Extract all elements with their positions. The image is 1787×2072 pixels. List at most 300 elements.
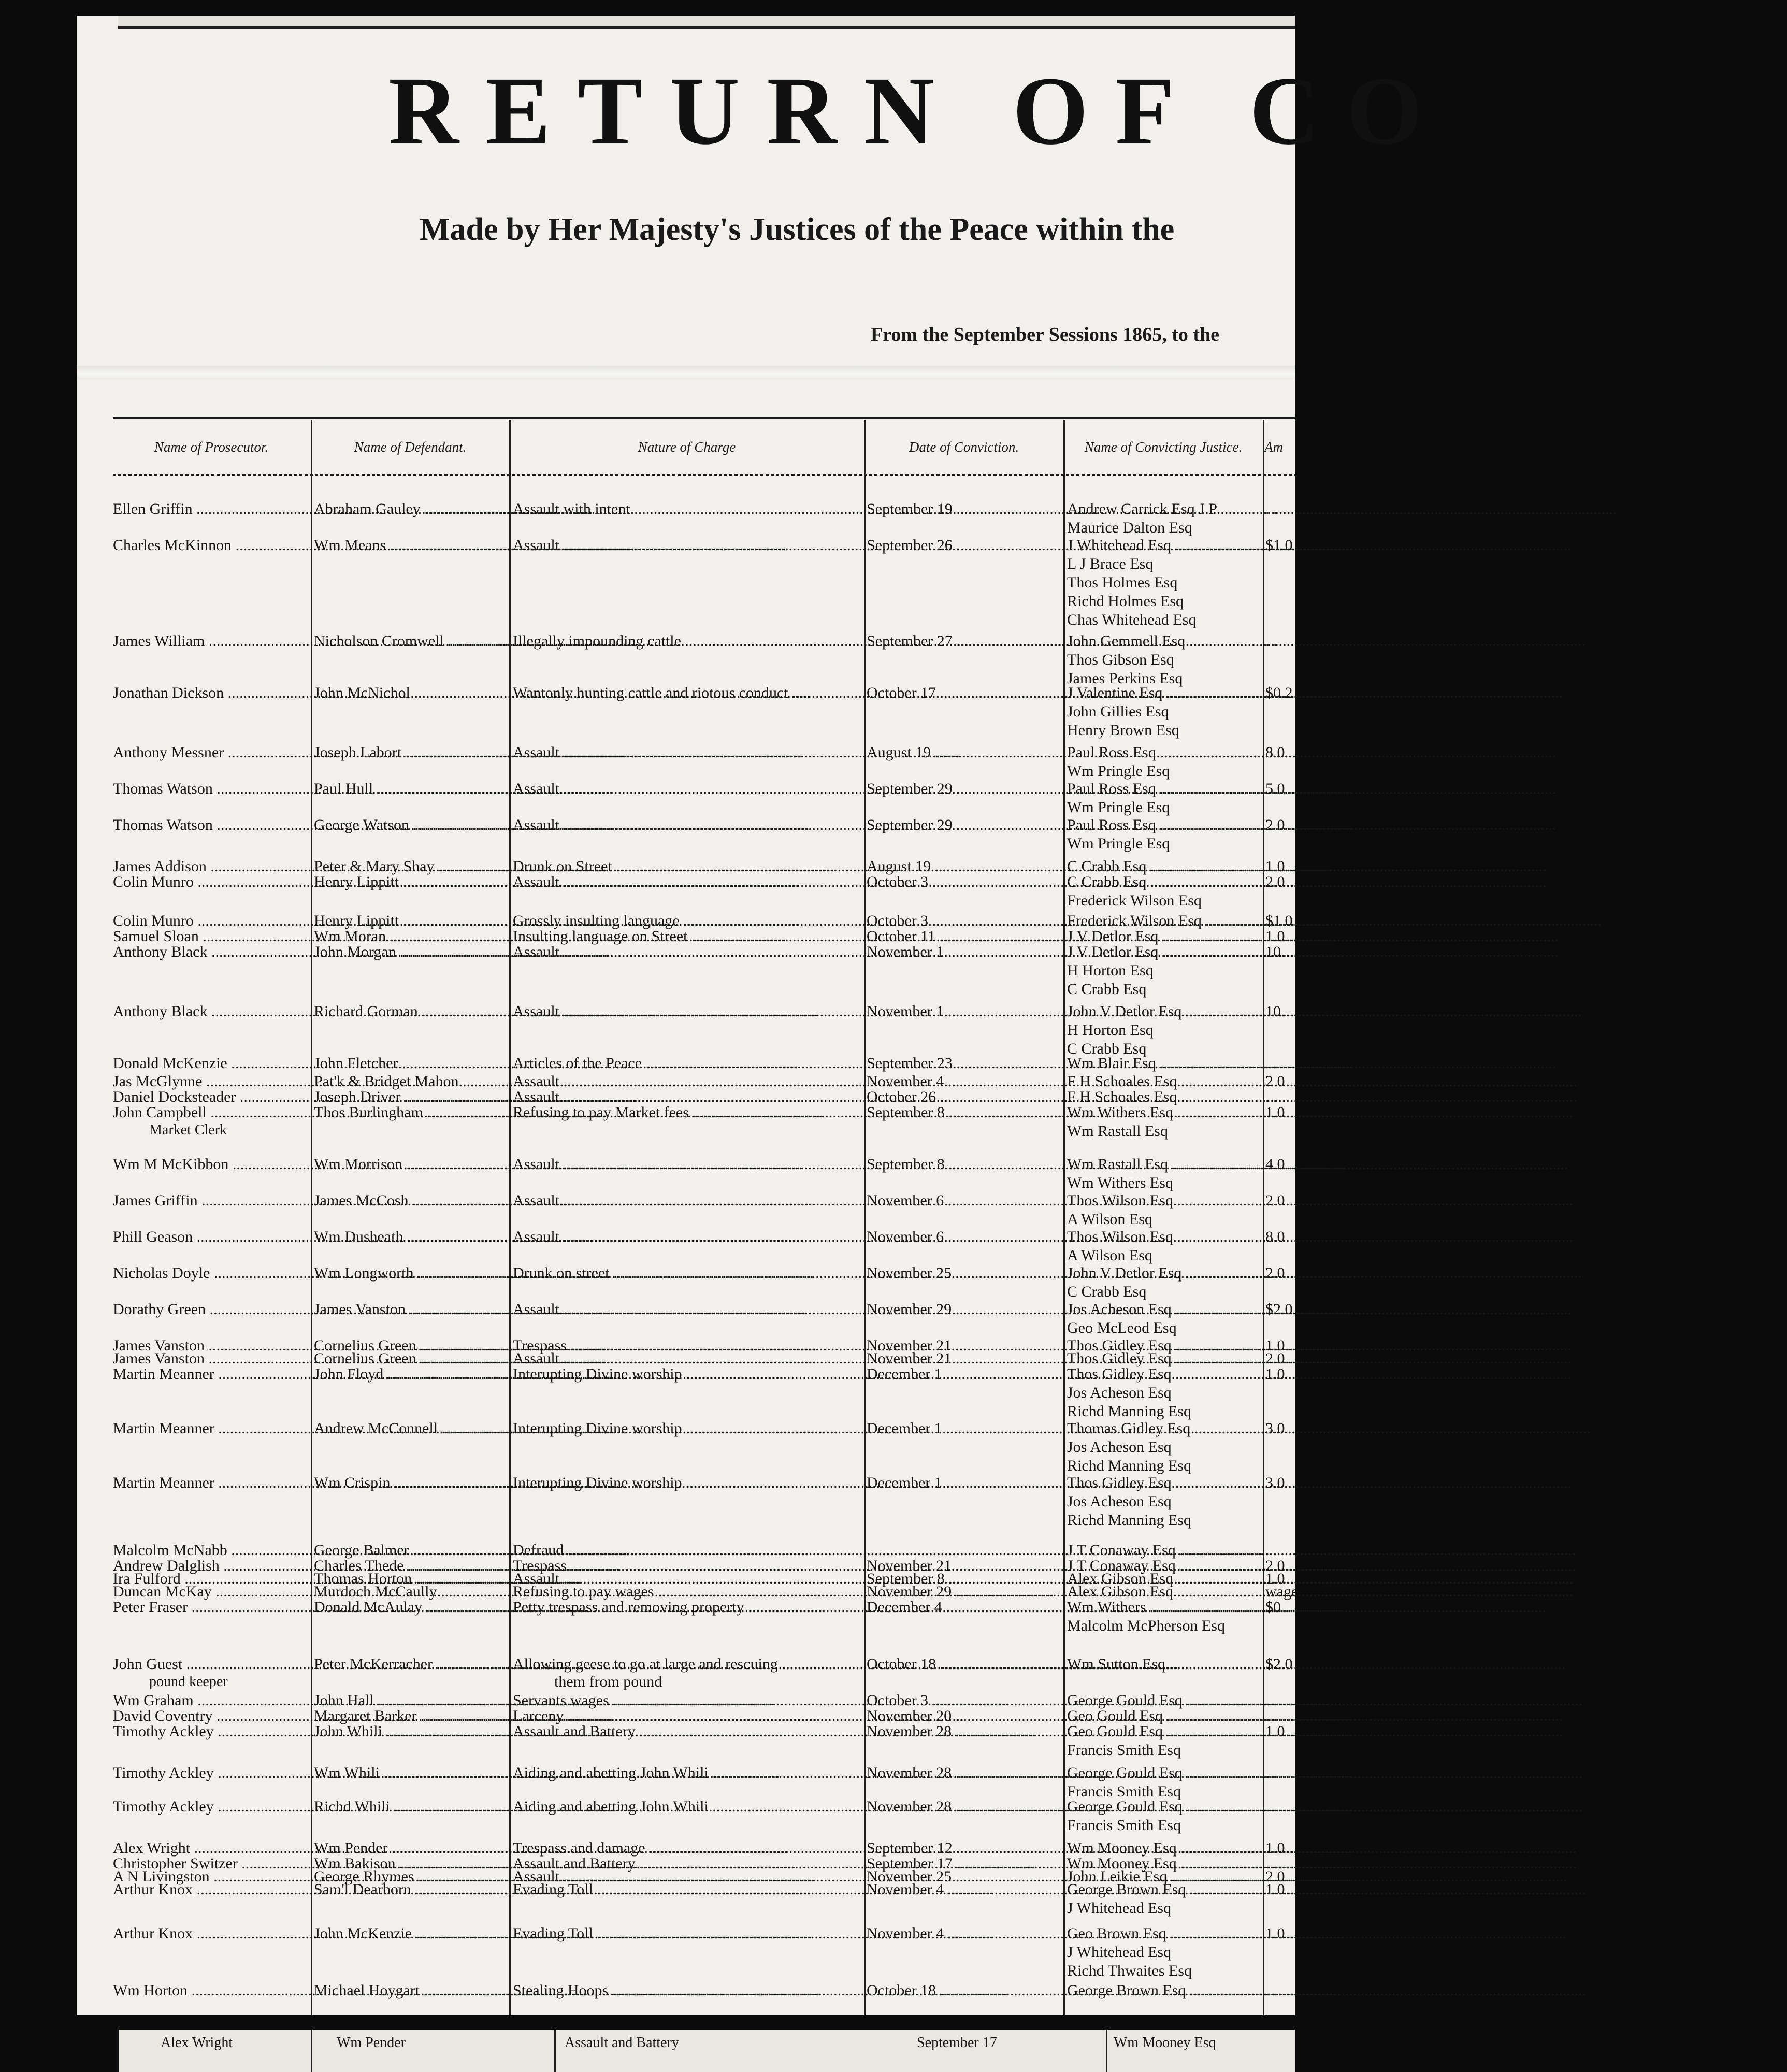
- convicting-justice: J V Detlor Esq .....: [1067, 943, 1260, 961]
- convicting-justice: C Crabb Esq: [1067, 981, 1147, 998]
- conviction-date: September 17 .....: [867, 1854, 1059, 1873]
- header-rule-top: [113, 417, 1295, 419]
- conviction-date: November 6 .....: [867, 1228, 1059, 1246]
- charge-text: Assault .....: [513, 1002, 861, 1021]
- conviction-date: September 8 .....: [867, 1103, 1059, 1122]
- prosecutor-name: Daniel Docksteader .....: [113, 1088, 305, 1106]
- amount-value: $1 0: [1265, 912, 1293, 929]
- amount-value: $2.0: [1265, 1656, 1293, 1673]
- defendant-name: Pat'k & Bridget Mahon .....: [314, 1072, 506, 1091]
- conviction-date: November 28 .....: [867, 1764, 1059, 1782]
- strip-justice: Wm Mooney Esq: [1114, 2035, 1216, 2051]
- conviction-date: September 29 .....: [867, 780, 1059, 798]
- convicting-justice: C Crabb Esq .....: [1067, 857, 1260, 876]
- prosecutor-name: John Guest .....: [113, 1655, 305, 1674]
- prosecutor-name: Timothy Ackley .....: [113, 1722, 305, 1741]
- defendant-name: Richd Whili .....: [314, 1797, 506, 1816]
- convicting-justice: Jos Acheson Esq: [1067, 1438, 1172, 1456]
- defendant-name: James McCosh .....: [314, 1191, 506, 1210]
- amount-value: 2.0: [1265, 1264, 1285, 1282]
- charge-text: Assault .....: [513, 1300, 861, 1319]
- amount-value: 1.0: [1265, 1839, 1285, 1857]
- convicting-justice: J Whitehead Esq .....: [1067, 536, 1260, 555]
- convicting-justice: Jos Acheson Esq .....: [1067, 1300, 1260, 1319]
- prosecutor-name: Peter Fraser .....: [113, 1598, 305, 1617]
- amount-value: 1.0: [1265, 928, 1285, 945]
- conviction-date: November 29 .....: [867, 1300, 1059, 1319]
- convicting-justice: Richd Manning Esq: [1067, 1457, 1191, 1474]
- convicting-justice: H Horton Esq: [1067, 1021, 1154, 1039]
- convicting-justice: Wm Withers .....: [1067, 1598, 1260, 1617]
- convicting-justice: Alex Gibson Esq .....: [1067, 1582, 1260, 1601]
- defendant-name: Wm Dusheath .....: [314, 1228, 506, 1246]
- charge-text: Assault .....: [513, 1570, 861, 1588]
- table-row: [77, 1054, 1295, 1073]
- conviction-date: November 4 .....: [867, 1924, 1059, 1943]
- table-row: [77, 1103, 1295, 1140]
- prosecutor-name: Wm Graham .....: [113, 1691, 305, 1710]
- charge-text: Aiding and abetting John Whili .....: [513, 1764, 861, 1782]
- table-row: [77, 1264, 1295, 1300]
- charge-text: Wantonly hunting cattle and riotous conduct .....: [513, 684, 861, 702]
- prosecutor-name: Wm Horton .....: [113, 1981, 305, 2000]
- strip-date: September 17: [917, 2035, 997, 2051]
- amount-value: 4.0: [1265, 1156, 1285, 1173]
- amount-value: 3.0: [1265, 1420, 1285, 1437]
- prosecutor-name: Colin Munro .....: [113, 873, 305, 891]
- defendant-name: Henry Lippitt .....: [314, 873, 506, 891]
- convicting-justice: John V Detlor Esq .....: [1067, 1002, 1260, 1021]
- prosecutor-name: Dorathy Green .....: [113, 1300, 305, 1319]
- convicting-justice: Thos Holmes Esq: [1067, 574, 1178, 591]
- prosecutor-name: David Coventry .....: [113, 1707, 305, 1725]
- defendant-name: George Watson .....: [314, 816, 506, 834]
- convicting-justice: Wm Sutton Esq .....: [1067, 1655, 1260, 1674]
- defendant-name: Wm Pender .....: [314, 1839, 506, 1858]
- prosecutor-name: James William .....: [113, 632, 305, 651]
- charge-text: Servants wages .....: [513, 1691, 861, 1710]
- prosecutor-name: James Addison .....: [113, 857, 305, 876]
- amount-value: . .: [1265, 1692, 1277, 1709]
- charge-text: Interupting Divine worship .....: [513, 1365, 861, 1384]
- conviction-date: October 18 .....: [867, 1655, 1059, 1674]
- convicting-justice: J Whitehead Esq: [1067, 1900, 1172, 1917]
- charge-text: Larceny .....: [513, 1707, 861, 1725]
- amount-value: . .: [1265, 1055, 1277, 1072]
- amount-value: 1.0: [1265, 1104, 1285, 1121]
- table-row: [77, 1880, 1295, 1917]
- defendant-name: Richard Gorman .....: [314, 1002, 506, 1021]
- convicting-justice: A Wilson Esq: [1067, 1247, 1152, 1264]
- charge-text: Refusing to pay Market fees .....: [513, 1103, 861, 1122]
- defendant-name: Cornelius Green .....: [314, 1349, 506, 1368]
- table-row: [77, 1419, 1295, 1474]
- convicting-justice: John V Detlor Esq .....: [1067, 1264, 1260, 1283]
- charge-text: Drunk on street .....: [513, 1264, 861, 1283]
- defendant-name: John Fletcher .....: [314, 1054, 506, 1073]
- convicting-justice: Wm Mooney Esq .....: [1067, 1839, 1260, 1858]
- document-sheet: [77, 16, 1449, 2015]
- convicting-justice: Geo Gould Esq .....: [1067, 1707, 1260, 1725]
- convicting-justice: John Leikie Esq .....: [1067, 1867, 1260, 1886]
- prosecutor-name: Jonathan Dickson .....: [113, 684, 305, 702]
- table-row: [77, 743, 1295, 780]
- convicting-justice: Richd Thwaites Esq: [1067, 1962, 1192, 1979]
- amount-value: 2.0: [1265, 873, 1285, 890]
- defendant-name: John Floyd .....: [314, 1365, 506, 1384]
- table-row: [77, 1474, 1295, 1529]
- prosecutor-name: Andrew Dalglish .....: [113, 1557, 305, 1575]
- charge-text: Assault .....: [513, 1191, 861, 1210]
- table-row: [77, 1722, 1295, 1759]
- amount-value: 8.0: [1265, 1228, 1285, 1245]
- prosecutor-name: Ellen Griffin .....: [113, 500, 305, 519]
- table-row: [77, 1002, 1295, 1057]
- amount-value: 2 0: [1265, 1868, 1285, 1885]
- defendant-name: Wm Whili .....: [314, 1764, 506, 1782]
- convicting-justice: Thomas Gidley Esq .....: [1067, 1419, 1260, 1438]
- defendant-name: Margaret Barker .....: [314, 1707, 506, 1725]
- convicting-justice: Thos Wilson Esq .....: [1067, 1228, 1260, 1246]
- table-row: [77, 780, 1295, 816]
- prosecutor-name: Nicholas Doyle .....: [113, 1264, 305, 1283]
- convicting-justice: Wm Rastall Esq: [1067, 1123, 1168, 1140]
- conviction-date: November 1 .....: [867, 1002, 1059, 1021]
- convicting-justice: Jos Acheson Esq: [1067, 1384, 1172, 1401]
- defendant-name: Joseph Driver .....: [314, 1088, 506, 1106]
- charge-text: Trespass .....: [513, 1336, 861, 1355]
- convicting-justice: Wm Pringle Esq: [1067, 799, 1170, 816]
- conviction-date: November 4 .....: [867, 1072, 1059, 1091]
- conviction-date: September 26 .....: [867, 536, 1059, 555]
- prosecutor-name: Phill Geason .....: [113, 1228, 305, 1246]
- conviction-date: November 4 .....: [867, 1880, 1059, 1899]
- prosecutor-name: Ira Fulford .....: [113, 1570, 305, 1588]
- amount-value: 10.: [1265, 1003, 1285, 1020]
- conviction-date: November 21 .....: [867, 1349, 1059, 1368]
- convicting-justice: Jos Acheson Esq: [1067, 1493, 1172, 1510]
- convicting-justice: J T Conaway Esq .....: [1067, 1541, 1260, 1560]
- convicting-justice: C Crabb Esq: [1067, 1283, 1147, 1300]
- defendant-name: Peter McKerracher .....: [314, 1655, 506, 1674]
- defendant-name: Peter & Mary Shay .....: [314, 857, 506, 876]
- prosecutor-name: Charles McKinnon .....: [113, 536, 305, 555]
- convicting-justice: Paul Ross Esq .....: [1067, 780, 1260, 798]
- charge-text: Interupting Divine worship .....: [513, 1419, 861, 1438]
- amount-value: 1.0: [1265, 1365, 1285, 1383]
- prosecutor-name: James Griffin .....: [113, 1191, 305, 1210]
- conviction-date: November 21 .....: [867, 1557, 1059, 1575]
- table-row: [77, 1764, 1295, 1800]
- defendant-name: Wm Moran .....: [314, 927, 506, 946]
- prosecutor-name: Colin Munro .....: [113, 912, 305, 930]
- defendant-name: Charles Thede .....: [314, 1557, 506, 1575]
- table-row: [77, 500, 1295, 536]
- prosecutor-name: Christopher Switzer .....: [113, 1854, 305, 1873]
- charge-text: Trespass and damage .....: [513, 1839, 861, 1858]
- defendant-name: John Hall .....: [314, 1691, 506, 1710]
- prosecutor-name: Arthur Knox .....: [113, 1924, 305, 1943]
- amount-value: 1.0: [1265, 1723, 1285, 1740]
- convicting-justice: John Gemmell Esq .....: [1067, 632, 1260, 651]
- charge-text: Interupting Divine worship .....: [513, 1474, 861, 1492]
- charge-text: Drunk on Street .....: [513, 857, 861, 876]
- conviction-date: September 27 .....: [867, 632, 1059, 651]
- convicting-justice: Henry Brown Esq: [1067, 722, 1179, 739]
- conviction-date: October 3 .....: [867, 1691, 1059, 1710]
- charge-text: Assault with intent .....: [513, 500, 861, 519]
- conviction-date: October 11 .....: [867, 927, 1059, 946]
- prosecutor-name: John Campbell .....: [113, 1103, 305, 1122]
- conviction-date: October 3 .....: [867, 873, 1059, 891]
- defendant-name: Andrew McConnell .....: [314, 1419, 506, 1438]
- convicting-justice: Alex Gibson Esq .....: [1067, 1570, 1260, 1588]
- conviction-date: November 6 .....: [867, 1191, 1059, 1210]
- charge-text: Assault .....: [513, 1228, 861, 1246]
- prosecutor-name: Martin Meanner .....: [113, 1365, 305, 1384]
- charge-text: Illegally impounding cattle .....: [513, 632, 861, 651]
- prosecutor-name: Thomas Watson .....: [113, 816, 305, 834]
- header-prosecutor: Name of Prosecutor.: [154, 439, 269, 455]
- table-row: [77, 1598, 1295, 1634]
- convicting-justice: Thos Gidley Esq .....: [1067, 1365, 1260, 1384]
- convicting-justice: Chas Whitehead Esq: [1067, 611, 1197, 628]
- defendant-name: Michael Hoygart .....: [314, 1981, 506, 2000]
- conviction-date: August 19 .....: [867, 857, 1059, 876]
- defendant-name: George Rhymes .....: [314, 1867, 506, 1886]
- convicting-justice: C Crabb Esq .....: [1067, 873, 1260, 891]
- convicting-justice: Francis Smith Esq: [1067, 1817, 1181, 1834]
- prosecutor-note: Market Clerk: [149, 1122, 227, 1138]
- convicting-justice: Thos Gidley Esq .....: [1067, 1349, 1260, 1368]
- defendant-name: John Whili .....: [314, 1722, 506, 1741]
- charge-text: Defraud .....: [513, 1541, 861, 1560]
- prosecutor-name: Martin Meanner .....: [113, 1474, 305, 1492]
- convicting-justice: Paul Ross Esq .....: [1067, 816, 1260, 834]
- convicting-justice: Frederick Wilson Esq: [1067, 892, 1202, 909]
- convicting-justice: Francis Smith Esq: [1067, 1783, 1181, 1800]
- conviction-date: September 29 .....: [867, 816, 1059, 834]
- convicting-justice: J Valentine Esq .....: [1067, 684, 1260, 702]
- charge-text: Articles of the Peace .....: [513, 1054, 861, 1073]
- table-row: [77, 1981, 1295, 2000]
- prosecutor-name: Arthur Knox .....: [113, 1880, 305, 1899]
- convicting-justice: George Brown Esq .....: [1067, 1981, 1260, 2000]
- conviction-date: November 21 .....: [867, 1336, 1059, 1355]
- header-amount: Am: [1264, 439, 1283, 455]
- convicting-justice: F H Schoales Esq .....: [1067, 1088, 1260, 1106]
- prosecutor-name: Samuel Sloan .....: [113, 927, 305, 946]
- defendant-name: Donald McAulay .....: [314, 1598, 506, 1617]
- charge-text: Assault and Battery .....: [513, 1722, 861, 1741]
- conviction-date: October 3 .....: [867, 912, 1059, 930]
- convicting-justice: George Gould Esq .....: [1067, 1797, 1260, 1816]
- table-row: [77, 684, 1295, 739]
- defendant-name: John Morgan .....: [314, 943, 506, 961]
- period-line: From the September Sessions 1865, to the: [871, 324, 1220, 346]
- amount-value: 2.0: [1265, 1192, 1285, 1209]
- convicting-justice: George Gould Esq .....: [1067, 1691, 1260, 1710]
- charge-text: Assault .....: [513, 780, 861, 798]
- convicting-justice: Paul Ross Esq .....: [1067, 743, 1260, 762]
- charge-text: Assault .....: [513, 1072, 861, 1091]
- convicting-justice: George Brown Esq .....: [1067, 1880, 1260, 1899]
- amount-value: . .: [1265, 1855, 1277, 1872]
- charge-text: Assault .....: [513, 536, 861, 555]
- amount-value: 10.: [1265, 943, 1285, 960]
- amount-value: 1.0: [1265, 1925, 1285, 1942]
- convicting-justice: Wm Pringle Esq: [1067, 762, 1170, 780]
- convicting-justice: J V Detlor Esq .....: [1067, 927, 1260, 946]
- defendant-name: Joseph Labort .....: [314, 743, 506, 762]
- defendant-name: Thomas Horton .....: [314, 1570, 506, 1588]
- charge-text: Trespass .....: [513, 1557, 861, 1575]
- table-row: [77, 1300, 1295, 1336]
- charge-text: Petty trespass and removing property .....: [513, 1598, 861, 1617]
- defendant-name: Thos Burlingham .....: [314, 1103, 506, 1122]
- convicting-justice: Geo Brown Esq .....: [1067, 1924, 1260, 1943]
- convicting-justice: Maurice Dalton Esq: [1067, 519, 1192, 536]
- defendant-name: John McNichol .....: [314, 684, 506, 702]
- table-row: [77, 1228, 1295, 1264]
- conviction-date: September 12 .....: [867, 1839, 1059, 1858]
- convicting-justice: L J Brace Esq: [1067, 555, 1154, 572]
- conviction-date: December 1 .....: [867, 1474, 1059, 1492]
- convicting-justice: Geo Gould Esq .....: [1067, 1722, 1260, 1741]
- conviction-date: December 4 .....: [867, 1598, 1059, 1617]
- defendant-name: Wm Bakison .....: [314, 1854, 506, 1873]
- convicting-justice: J Whitehead Esq: [1067, 1944, 1172, 1961]
- amount-value: 1.0: [1265, 1881, 1285, 1898]
- defendant-name: Wm Longworth .....: [314, 1264, 506, 1283]
- defendant-name: James Vanston .....: [314, 1300, 506, 1319]
- prosecutor-note: pound keeper: [149, 1674, 228, 1690]
- conviction-date: September 19 .....: [867, 500, 1059, 519]
- convicting-justice: Wm Rastall Esq .....: [1067, 1155, 1260, 1174]
- convicting-justice: H Horton Esq: [1067, 962, 1154, 979]
- amount-value: . .: [1265, 500, 1277, 517]
- charge-text: Evading Toll .....: [513, 1924, 861, 1943]
- convicting-justice: Wm Pringle Esq: [1067, 835, 1170, 852]
- table-row: [77, 943, 1295, 998]
- amount-value: 5.0: [1265, 780, 1285, 797]
- table-row: [77, 536, 1295, 628]
- table-row: [77, 1191, 1295, 1228]
- amount-value: . .: [1265, 1798, 1277, 1815]
- table-row: [77, 873, 1295, 909]
- conviction-date: November 28 .....: [867, 1722, 1059, 1741]
- defendant-name: Nicholson Cromwell .....: [314, 632, 506, 651]
- charge-text: Assault .....: [513, 1349, 861, 1368]
- page-bottom-strip: [119, 2030, 1295, 2072]
- convicting-justice: Wm Mooney Esq .....: [1067, 1854, 1260, 1873]
- charge-text: Assault .....: [513, 1088, 861, 1106]
- convicting-justice: Richd Manning Esq: [1067, 1403, 1191, 1420]
- prosecutor-name: Timothy Ackley .....: [113, 1764, 305, 1782]
- strip-prosecutor: Alex Wright: [161, 2035, 233, 2051]
- convicting-justice: Andrew Carrick Esq J P .....: [1067, 500, 1260, 519]
- prosecutor-name: Anthony Black .....: [113, 943, 305, 961]
- charge-text: Assault .....: [513, 943, 861, 961]
- charge-text: Stealing Hoops .....: [513, 1981, 861, 2000]
- charge-text: Assault and Battery .....: [513, 1854, 861, 1873]
- defendant-name: John McKenzie .....: [314, 1924, 506, 1943]
- paper-fold: [77, 366, 1295, 379]
- prosecutor-name: A N Livingston .....: [113, 1867, 305, 1886]
- conviction-date: October 18 .....: [867, 1981, 1059, 2000]
- conviction-date: October 17 .....: [867, 684, 1059, 702]
- amount-value: . .: [1265, 1707, 1277, 1724]
- page-subtitle: Made by Her Majesty's Justices of the Peace within the: [420, 212, 1175, 247]
- table-row: [77, 1797, 1295, 1834]
- amount-value: $2.0: [1265, 1301, 1293, 1318]
- conviction-date: November 28 .....: [867, 1797, 1059, 1816]
- convicting-justice: A Wilson Esq: [1067, 1211, 1152, 1228]
- conviction-date: September 8 .....: [867, 1570, 1059, 1588]
- amount-value: $1.0: [1265, 537, 1293, 554]
- convicting-justice: Geo McLeod Esq: [1067, 1319, 1177, 1336]
- amount-value: 3.0: [1265, 1474, 1285, 1491]
- prosecutor-name: James Vanston .....: [113, 1349, 305, 1368]
- convicting-justice: Richd Holmes Esq: [1067, 593, 1184, 610]
- conviction-date: September 23 .....: [867, 1054, 1059, 1073]
- prosecutor-name: Alex Wright .....: [113, 1839, 305, 1858]
- amount-value: 2 0: [1265, 1073, 1285, 1090]
- table-row: [77, 1924, 1295, 1979]
- amount-value: wage: [1265, 1583, 1299, 1600]
- header-rule-bottom: [113, 474, 1295, 476]
- charge-text: Insulting language on Street .....: [513, 927, 861, 946]
- prosecutor-name: Donald McKenzie .....: [113, 1054, 305, 1073]
- conviction-date: August 19 .....: [867, 743, 1059, 762]
- convicting-justice: Malcolm McPherson Esq: [1067, 1617, 1225, 1634]
- prosecutor-name: Duncan McKay .....: [113, 1582, 305, 1601]
- convicting-justice: F H Schoales Esq .....: [1067, 1072, 1260, 1091]
- amount-value: 2 0: [1265, 1350, 1285, 1367]
- convicting-justice: George Gould Esq .....: [1067, 1764, 1260, 1782]
- defendant-name: Henry Lippitt .....: [314, 912, 506, 930]
- conviction-date: September 8 .....: [867, 1155, 1059, 1174]
- charge-text: Refusing to pay wages .....: [513, 1582, 861, 1601]
- prosecutor-name: James Vanston .....: [113, 1336, 305, 1355]
- amount-value: 1.0: [1265, 1337, 1285, 1354]
- convicting-justice: John Gillies Esq: [1067, 703, 1169, 720]
- charge-text: Assault .....: [513, 1155, 861, 1174]
- convicting-justice: Francis Smith Esq: [1067, 1742, 1181, 1759]
- strip-defendant: Wm Pender: [337, 2035, 406, 2051]
- table-row: [77, 816, 1295, 852]
- amount-value: 8.0: [1265, 744, 1285, 761]
- conviction-date: November 25 .....: [867, 1867, 1059, 1886]
- header-charge: Nature of Charge: [638, 439, 736, 455]
- convicting-justice: Frederick Wilson Esq .....: [1067, 912, 1260, 930]
- defendant-name: Sam'l Dearborn .....: [314, 1880, 506, 1899]
- conviction-date: December 1 .....: [867, 1419, 1059, 1438]
- defendant-name: Abraham Gauley .....: [314, 500, 506, 519]
- convicting-justice: Wm Withers Esq: [1067, 1174, 1173, 1191]
- conviction-date: December 1 .....: [867, 1365, 1059, 1384]
- conviction-date: October 26 .....: [867, 1088, 1059, 1106]
- defendant-name: Cornelius Green .....: [314, 1336, 506, 1355]
- prosecutor-name: Martin Meanner .....: [113, 1419, 305, 1438]
- defendant-name: Murdoch McCaully .....: [314, 1582, 506, 1601]
- header-justice: Name of Convicting Justice.: [1084, 439, 1243, 455]
- amount-value: . .: [1265, 1088, 1277, 1105]
- defendant-name: Paul Hull .....: [314, 780, 506, 798]
- defendant-name: Wm Means .....: [314, 536, 506, 555]
- strip-charge: Assault and Battery: [565, 2035, 679, 2051]
- prosecutor-name: Anthony Messner .....: [113, 743, 305, 762]
